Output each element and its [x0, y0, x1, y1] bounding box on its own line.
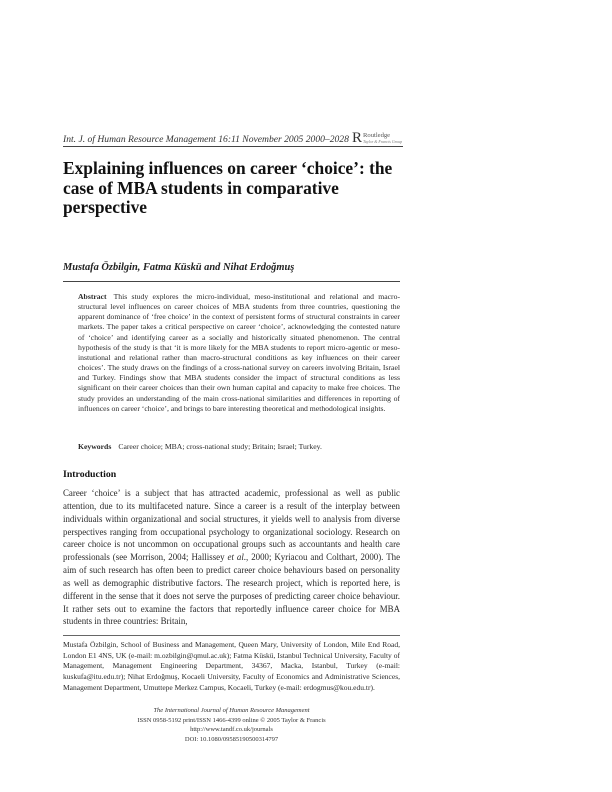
publisher-name: Routledge — [363, 132, 391, 139]
footer-doi: DOI: 10.1080/09585190500314797 — [184, 735, 279, 743]
author-affiliations: Mustafa Özbilgin, School of Business and Management, Queen Mary, University of London, Mile End Road, London E1 4NS, UK (e-mail: m.ozbilgin@qmul.ac.uk); Fatma Küskü, Istanbul Technical University, Faculty of Management, Management Engineering Department, 34367, Macka, Istanbul, Turkey (e-mail: kuskufa@itu.edu.tr); Nihat Erdoğmuş, Kocaeli University, Faculty of Economics and Administrative Sciences, Management Department, Umuttepe Merkez Campus, Kocaeli, Turkey (e-mail: erdogmus@kou.edu.tr). — [63, 640, 400, 692]
footer-issn: ISSN 0958-5192 print/ISSN 1466-4399 online © 2005 Taylor & Francis — [137, 716, 326, 724]
introduction-et-al: et al — [227, 552, 244, 563]
journal-running-header: Int. J. of Human Resource Management 16:11 November 2005 2000–2028 — [63, 134, 349, 145]
author-list: Mustafa Özbilgin, Fatma Küskü and Nihat Erdoğmuş — [63, 262, 295, 273]
footer-journal-name: The International Journal of Human Resource Management — [153, 707, 310, 714]
footnote-rule — [63, 635, 400, 636]
introduction-paragraph — [63, 487, 400, 628]
section-heading-introduction: Introduction — [63, 469, 117, 480]
publisher-tagline: Taylor & Francis Group — [363, 139, 403, 144]
abstract-text: This study explores the micro-individual, meso-institutional and relational and macro-structural level influences on career choices of MBA students from three countries, questioning the apparent dominance of ‘free choice’ in the context of persistent forms of structural constraints in career markets. The paper takes a critical perspective on career ‘choice’, acknowledging the contested nature of ‘choice’ and identifying career as a socially and historically situated phenomenon. The central hypothesis of the study is that ‘it is more likely for the MBA students to report micro-agentic or meso-instutional and relational rather than macro-structural conditions as key influences on their career choices’. The study draws on the findings of a cross-national survey on careers involving Britain, Israel and Turkey. Findings show that MBA students consider the impact of structural conditions as less significant on their career choices than their own human capital and capacity to make free choices. The study provides an understanding of the main cross-national similarities and differences in reporting of influences on career ‘choice’, and brings to bare interesting theoretical and methodological insights. — [78, 292, 400, 413]
abstract — [78, 292, 400, 414]
abstract-label: Abstract — [78, 292, 107, 301]
keywords-text: Career choice; MBA; cross-national study; Britain; Israel; Turkey. — [118, 442, 322, 451]
footer-url[interactable]: http://www.tandf.co.uk/journals — [190, 726, 273, 734]
journal-footer — [63, 706, 400, 744]
paper-title: Explaining influences on career ‘choice’: the case of MBA students in comparative perspective — [63, 158, 393, 217]
introduction-text-part-1: Career ‘choice’ is a subject that has attracted academic, professional as well as public attention, due to its multifaceted nature. Since a career is a result of the interplay between individuals within organizational and social structures, it yields well to analysis from diverse perspectives ranging from occupational psychology to organizational sociology. Research on career choice is not uncommon on occupational groups such as accountants and health care professionals (see Morrison, 2004; Hallissey — [63, 488, 400, 563]
routledge-logo — [352, 131, 412, 147]
introduction-text-part-2: ., 2000; Kyriacou and Colthart, 2000). The aim of such research has often been to predict career choice behaviours based on personality as well as demographic distributive factors. The research project, which is reported here, is different in the sense that it does not serve the purposes of predicting career choice behaviour. It rather sets out to examine the factors that reportedly influence career choice for MBA students in three countries: Britain, — [63, 552, 401, 627]
author-rule — [63, 281, 400, 282]
keywords-label: Keywords — [78, 442, 112, 451]
routledge-r-icon: R — [352, 130, 363, 146]
keywords — [78, 442, 400, 452]
header-rule — [63, 146, 403, 147]
